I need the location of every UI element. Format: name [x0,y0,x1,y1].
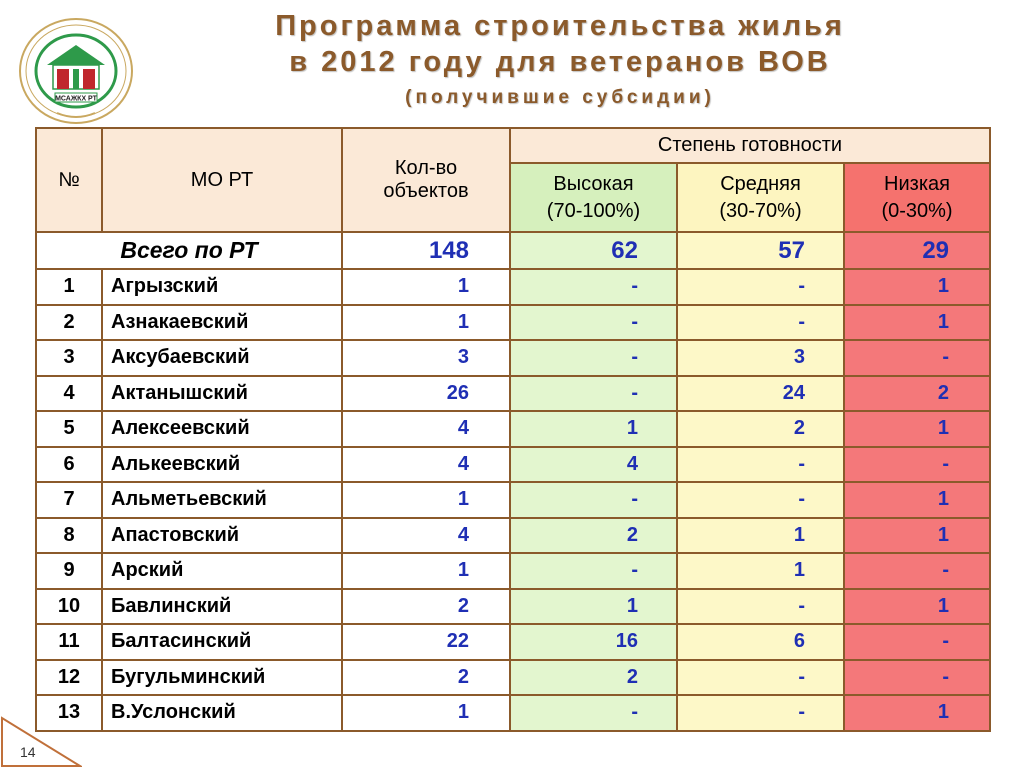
row-high: - [510,553,677,589]
header-high-line1: Высокая [553,172,634,195]
row-high: 1 [510,411,677,447]
row-mid: - [677,269,844,305]
slide-number: 14 [20,744,36,760]
table-row [36,376,990,412]
header-count-line1: Кол-во [394,157,458,179]
table-row [36,624,990,660]
row-mid: - [677,305,844,341]
row-low: - [844,340,990,376]
table-row [36,553,990,589]
row-count: 22 [342,624,510,660]
row-count: 2 [342,589,510,625]
row-district-name: Агрызский [102,269,342,305]
page-title-line1: Программа строительства жилья [275,10,845,42]
row-high: 1 [510,589,677,625]
row-high: 2 [510,660,677,696]
row-low: - [844,660,990,696]
row-high: - [510,340,677,376]
total-high: 62 [510,232,677,269]
row-count: 1 [342,553,510,589]
page-title-line2: в 2012 году для ветеранов ВОВ [289,46,831,78]
header-high-line2: (70-100%) [546,199,641,222]
row-count: 4 [342,518,510,554]
logo-text: МСАЖКХ РТ [55,95,97,103]
row-mid: 1 [677,518,844,554]
row-low: 1 [844,695,990,731]
slide-corner-icon [0,716,82,768]
row-district-name: В.Услонский [102,695,342,731]
row-number: 7 [36,482,102,518]
row-number: 13 [36,695,102,731]
row-low: 1 [844,411,990,447]
ministry-logo-icon [17,17,135,125]
row-number: 2 [36,305,102,341]
table-row [36,340,990,376]
row-number: 8 [36,518,102,554]
row-high: 16 [510,624,677,660]
row-number: 11 [36,624,102,660]
row-count: 2 [342,660,510,696]
total-row [36,232,990,269]
table-row [36,447,990,483]
row-number: 5 [36,411,102,447]
row-high: - [510,482,677,518]
row-mid: 3 [677,340,844,376]
header-readiness: Степень готовности [510,128,990,163]
header-count-line2: объектов [383,180,469,202]
row-count: 1 [342,482,510,518]
row-number: 3 [36,340,102,376]
table-row [36,482,990,518]
total-count: 148 [342,232,510,269]
row-number: 10 [36,589,102,625]
row-district-name: Аксубаевский [102,340,342,376]
header-high [510,163,677,232]
row-district-name: Арский [102,553,342,589]
row-high: 4 [510,447,677,483]
header-mid-line1: Средняя [720,172,801,195]
row-count: 3 [342,340,510,376]
table-row [36,518,990,554]
header-low-line2: (0-30%) [881,199,953,222]
row-district-name: Апастовский [102,518,342,554]
row-district-name: Азнакаевский [102,305,342,341]
row-count: 4 [342,447,510,483]
total-label: Всего по РТ [36,232,342,269]
header-no: № [36,128,102,232]
row-high: - [510,376,677,412]
header-mid-line2: (30-70%) [719,199,802,222]
row-mid: 24 [677,376,844,412]
housing-program-table [35,127,991,732]
row-count: 1 [342,305,510,341]
row-number: 12 [36,660,102,696]
row-mid: - [677,660,844,696]
header-mo: МО РТ [102,128,342,232]
total-mid: 57 [677,232,844,269]
row-number: 6 [36,447,102,483]
row-count: 1 [342,269,510,305]
table-row [36,269,990,305]
page-subtitle: (получившие субсидии) [405,87,715,108]
row-high: - [510,695,677,731]
row-count: 26 [342,376,510,412]
row-low: - [844,624,990,660]
row-number: 1 [36,269,102,305]
district-rows [36,269,990,731]
table-row [36,695,990,731]
table-row [36,660,990,696]
row-district-name: Алькеевский [102,447,342,483]
row-number: 9 [36,553,102,589]
row-district-name: Актанышский [102,376,342,412]
row-low: 2 [844,376,990,412]
row-mid: 2 [677,411,844,447]
row-count: 1 [342,695,510,731]
row-number: 4 [36,376,102,412]
row-mid: - [677,482,844,518]
row-district-name: Альметьевский [102,482,342,518]
table-row [36,305,990,341]
row-district-name: Бавлинский [102,589,342,625]
row-mid: - [677,447,844,483]
row-high: - [510,305,677,341]
row-low: 1 [844,518,990,554]
row-high: - [510,269,677,305]
table-row [36,589,990,625]
total-low: 29 [844,232,990,269]
header-low-line1: Низкая [884,172,950,195]
row-district-name: Алексеевский [102,411,342,447]
row-mid: 6 [677,624,844,660]
header-mid [677,163,844,232]
row-mid: - [677,695,844,731]
row-mid: - [677,589,844,625]
row-count: 4 [342,411,510,447]
row-mid: 1 [677,553,844,589]
row-low: - [844,447,990,483]
table-row [36,411,990,447]
row-district-name: Бугульминский [102,660,342,696]
row-low: - [844,553,990,589]
header-low [844,163,990,232]
header-count [342,128,510,232]
row-district-name: Балтасинский [102,624,342,660]
row-low: 1 [844,269,990,305]
row-low: 1 [844,589,990,625]
row-high: 2 [510,518,677,554]
row-low: 1 [844,482,990,518]
row-low: 1 [844,305,990,341]
